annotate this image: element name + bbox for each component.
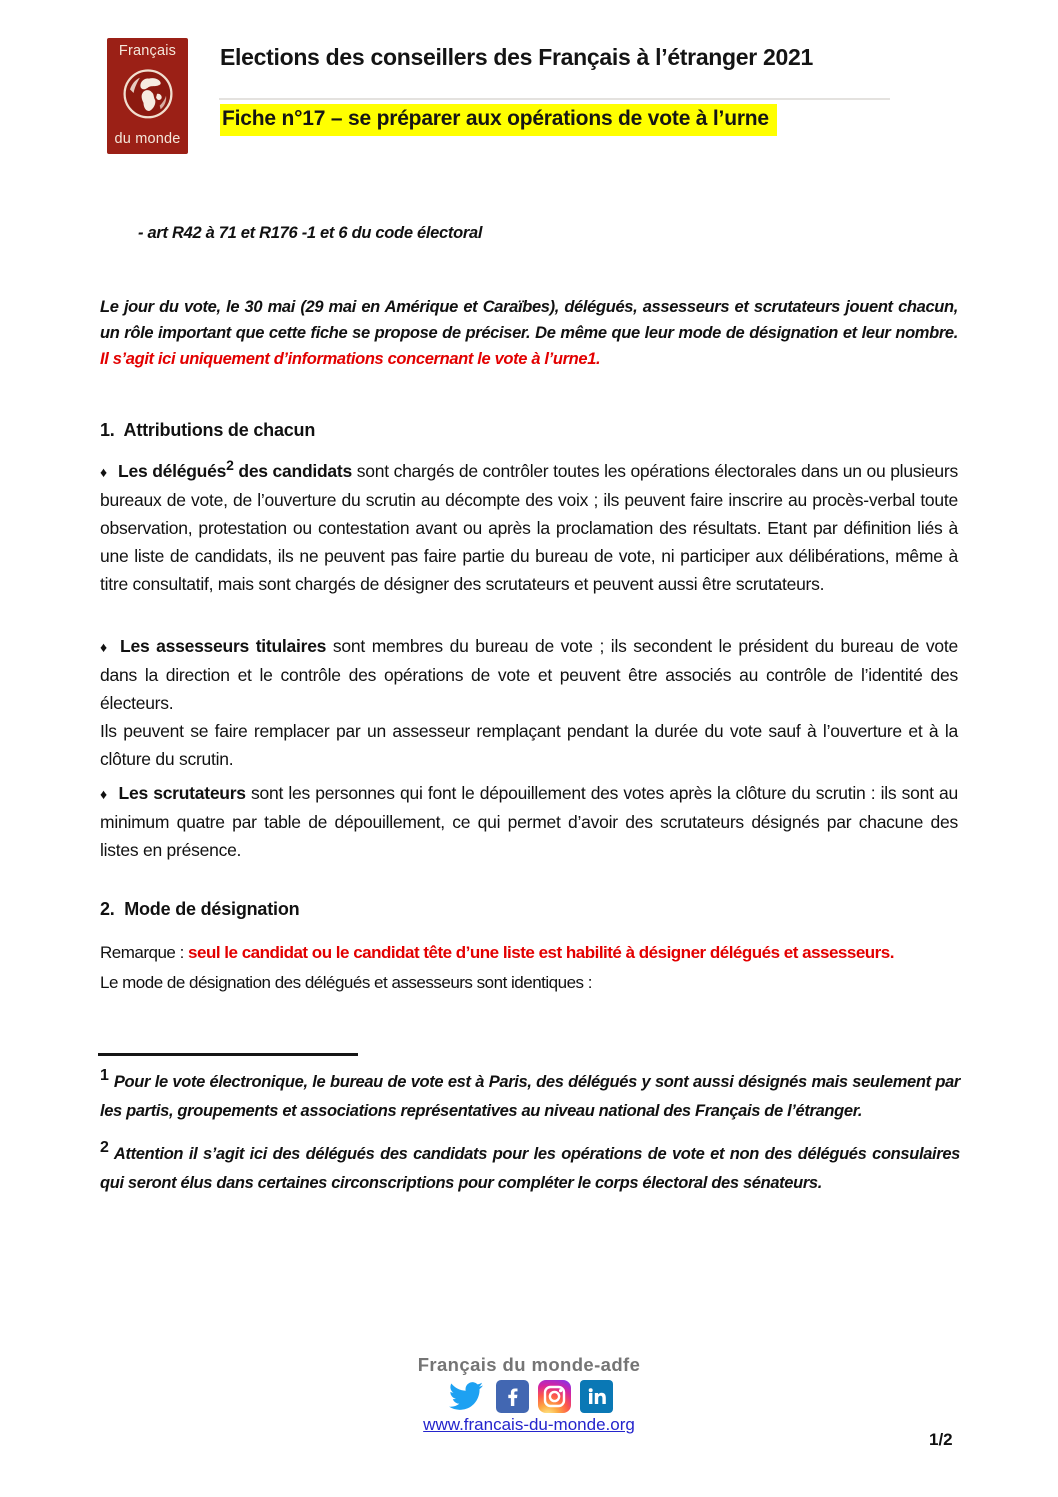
website-link[interactable]: www.francais-du-monde.org <box>423 1415 635 1434</box>
social-icons-row <box>0 1378 1058 1414</box>
intro-red-text: Il s’agit ici uniquement d’informations concernant le vote à l’urne1. <box>100 350 601 368</box>
twitter-icon[interactable] <box>445 1379 487 1413</box>
footnote-number: 2 <box>100 1139 109 1156</box>
bullet-assessors <box>100 632 958 773</box>
linkedin-icon[interactable] <box>580 1380 613 1413</box>
instagram-icon[interactable] <box>538 1380 571 1413</box>
title-underline <box>219 98 890 100</box>
footnote-separator <box>98 1053 358 1056</box>
facebook-icon[interactable] <box>496 1380 529 1413</box>
footnote-2 <box>100 1140 960 1198</box>
bullet-lead: des candidats <box>233 461 352 481</box>
remark-block <box>100 938 970 998</box>
intro-text: Le jour du vote, le 30 mai (29 mai en Amérique et Caraïbes), délégués, assesseurs et scrutateurs jouent chacun, un rôle important que cette fiche se propose de préciser. De même que leur mode de désignation et leur nombre. <box>100 298 958 342</box>
website-link-row <box>0 1415 1058 1435</box>
org-logo <box>107 38 188 154</box>
section-1-heading: 1. Attributions de chacun <box>100 420 316 440</box>
footer-brand: Français du monde-adfe <box>417 1354 641 1375</box>
footnote-1 <box>100 1068 960 1126</box>
bullet-body: sont membres du bureau de vote ; ils secondent le président du bureau de vote dans la direction et le contrôle des opérations de vote et peuvent être associés au contrôle de l’identité des électeurs. <box>100 636 958 713</box>
bullet-body: sont chargés de contrôler toutes les opérations électorales dans un ou plusieurs bureaux de vote, de l’ouverture du scrutin au décompte des voix ; ils peuvent faire inscrire au procès-verbal toute observation, protestation ou contestation avant ou après la proclamation des résultats. Etant par définition liés à une liste de candidats, ils ne peuvent pas faire partie du bureau de vote, ni participer aux délibérations, même à titre consultatif, mais sont chargés de désigner des scrutateurs et peuvent aussi être scrutateurs. <box>100 461 958 594</box>
footnote-text: Pour le vote électronique, le bureau de vote est à Paris, des délégués y sont aussi désignés mais seulement par les partis, groupements et associations représentatives au niveau national des Français de l’étranger. <box>100 1073 960 1120</box>
reference-line: - art R42 à 71 et R176 -1 et 6 du code électoral <box>138 224 483 242</box>
section-2-heading: 2. Mode de désignation <box>100 899 300 919</box>
remark-label: Remarque : <box>100 943 189 962</box>
page-number: 1/2 <box>929 1430 953 1449</box>
footnote-text: Attention il s’agit ici des délégués des candidats pour les opérations de vote et non des délégués consulaires qui seront élus dans certaines circonscriptions pour compléter le corps électoral des sénateurs. <box>100 1145 960 1192</box>
bullet-lead: Les délégués <box>118 461 227 481</box>
diamond-icon: ♦ <box>100 786 108 802</box>
fiche-subtitle: Fiche n°17 – se préparer aux opérations de vote à l’urne <box>220 104 777 136</box>
bullet-lead: Les assesseurs titulaires <box>120 636 327 656</box>
footnote-ref-2: 2 <box>226 457 234 473</box>
page-title: Elections des conseillers des Français à l’étranger 2021 <box>220 44 814 70</box>
bullet-paragraph <box>100 632 958 717</box>
bullet-scrutineers <box>100 779 958 864</box>
remark-line <box>100 938 970 968</box>
diamond-icon: ♦ <box>100 464 108 480</box>
globe-icon <box>121 66 175 125</box>
bullet-body: sont les personnes qui font le dépouillement des votes après la clôture du scrutin : ils sont au minimum quatre par table de dépouillement, ce qui permet d’avoir des scrutateurs désignés par chacune des listes en présence. <box>100 783 958 860</box>
remark-red-text: seul le candidat ou le candidat tête d’une liste est habilité à désigner délégués et assesseurs. <box>188 943 894 962</box>
bullet-lead: Les scrutateurs <box>118 783 246 803</box>
bullet-extra-paragraph: Ils peuvent se faire remplacer par un assesseur remplaçant pendant la durée du vote sauf à l’ouverture et à la clôture du scrutin. <box>100 721 958 769</box>
bullet-delegates <box>100 457 958 598</box>
remark-line-2: Le mode de désignation des délégués et assesseurs sont identiques : <box>100 973 592 992</box>
diamond-icon: ♦ <box>100 639 110 655</box>
logo-text-bottom: du monde <box>114 131 181 147</box>
logo-text-top: Français <box>118 43 177 59</box>
intro-paragraph <box>100 294 958 372</box>
footnote-number: 1 <box>100 1067 109 1084</box>
